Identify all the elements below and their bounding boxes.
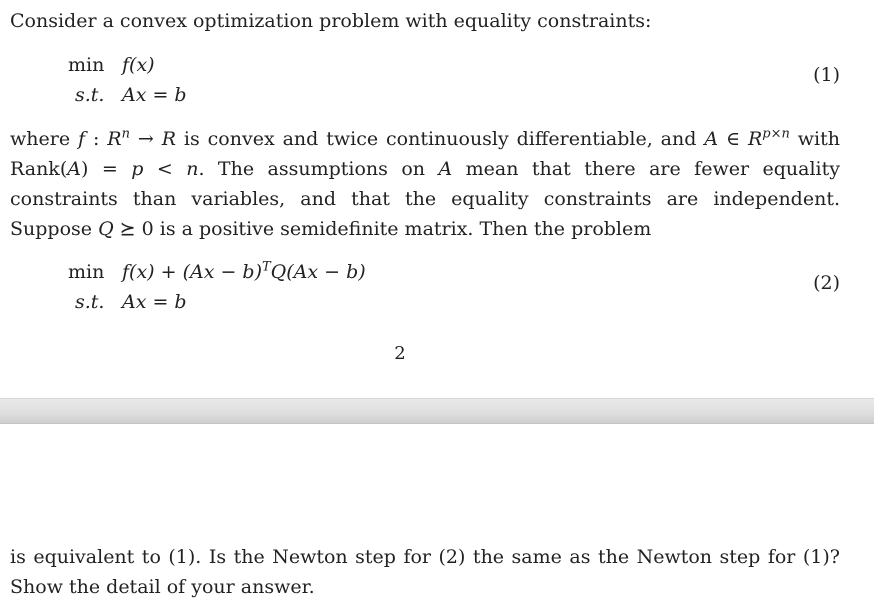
objective-1: f(x) [122, 54, 155, 76]
text-span: where [10, 128, 78, 150]
constraint-2: Ax = b [122, 291, 187, 313]
text-span: ⪰ 0 is a positive semidefinite matrix. Then the problem [113, 218, 652, 240]
math-R: R [747, 128, 763, 150]
min-label: min [68, 261, 105, 283]
page-break-divider [0, 398, 874, 424]
tail-text: is equivalent to (1). Is the Newton step for (2) the same as the Newton step for (1)? Show the detail of your answer. [10, 546, 840, 598]
math-A: A [67, 158, 81, 180]
st-label: s.t. [75, 84, 105, 106]
math-R: R [107, 128, 122, 150]
objective-2 [122, 257, 366, 287]
text-span: . The assumptions on [198, 158, 439, 180]
text-span: : [85, 128, 108, 150]
problem-2 [68, 257, 366, 317]
problem-2-constraint-row [68, 287, 366, 317]
math-R: R [161, 128, 177, 150]
text-span: with Rank( [10, 128, 840, 180]
text-span: ∈ [718, 128, 748, 150]
page-number: 2 [394, 343, 406, 364]
math-p: p [131, 158, 144, 180]
math-sup-pxn: p×n [762, 126, 790, 142]
constraint-1: Ax = b [122, 84, 187, 106]
objective-2-part-b: Q(Ax − b) [270, 261, 366, 283]
equation-number-1: (1) [813, 64, 840, 86]
text-span: → [129, 128, 162, 150]
math-A: A [438, 158, 453, 180]
text-span: mean that there are fewer equality constraints than variables, and that the equality constraints are independent. Suppose [10, 158, 840, 240]
text-span: ) = [80, 158, 132, 180]
math-sup-n: n [121, 126, 130, 142]
problem-1 [68, 50, 187, 110]
math-A: A [704, 128, 719, 150]
objective-2-part-a: f(x) + (Ax − b) [122, 261, 262, 283]
min-label: min [68, 54, 105, 76]
st-label: s.t. [75, 291, 105, 313]
math-f: f [77, 128, 86, 150]
transpose-sup: T [262, 259, 271, 275]
intro-text: Consider a convex optimization problem with equality constraints: [10, 10, 652, 32]
problem-1-objective-row [68, 50, 187, 80]
math-n: n [186, 158, 199, 180]
problem-1-constraint-row [68, 80, 187, 110]
body-paragraph [10, 124, 840, 244]
problem-2-objective-row [68, 257, 366, 287]
text-span: is convex and twice continuously differentiable, and [176, 128, 705, 150]
math-Q: Q [98, 218, 114, 240]
text-span: < [143, 158, 187, 180]
equation-number-2: (2) [813, 272, 840, 294]
